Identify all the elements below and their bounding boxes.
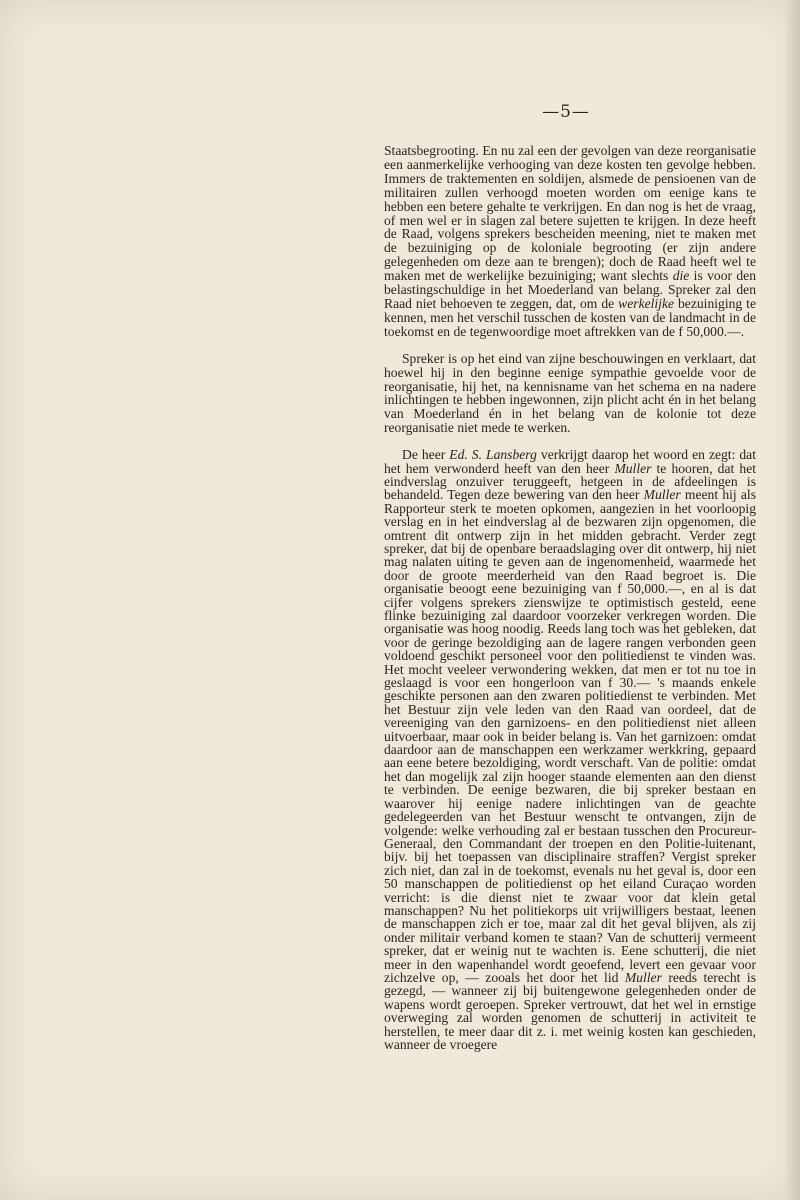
text-run: De heer: [402, 447, 450, 463]
body-text: [384, 144, 756, 1051]
italic-text-run: Muller: [643, 487, 681, 503]
italic-text-run: Muller: [624, 969, 662, 985]
italic-text-run: Muller: [614, 460, 652, 476]
text-run: Spreker is op het eind van zijne beschouwingen en verklaart, dat hoewel hij in den beginne eenige sympathie gevoelde voor de reorganisatie, hij het, na kennisname van het schema en na nadere inlichtingen te hebben ingewonnen, zijn plicht acht én in het belang van Moederland én in het belang van de kolonie tot deze reorganisatie niet mede te werken.: [384, 350, 756, 436]
text-run: verkrijgt daarop het woord en zegt: dat het hem verwonderd heeft van den heer: [384, 447, 756, 476]
text-run: bezuiniging te kennen, men het verschil tusschen de kosten van de landmacht in de toekomst en de tegenwoordige moet aftrekken van de f 50,000.—.: [384, 295, 756, 339]
paragraph-3: [384, 448, 756, 1051]
text-run: meent hij als Rapporteur sterk te moeten opkomen, aangezien in het voorloopig verslag en in het eindverslag al de bezwaren zijn opgenomen, die omtrent dit ontwerp zijn in het midden gebracht. Verder zegt spreker, dat bij de openbare beraadslaging over dit ontwerp, hij niet mag nalaten uiting te geven aan de ingenomenheid, waarmede het door de groote meerderheid van den Raad begroet is. Die organisatie beoogt eene bezuiniging van f 50,000.—, en al is dat cijfer volgens sprekers zienswijze te optimistisch gesteld, eene flinke bezuiniging zal daardoor voorzeker verkregen worden. Die organisatie was hoog noodig. Reeds lang toch was het gebleken, dat voor de geringe bezoldiging aan de lagere rangen verbonden geen voldoend geschikt personeel voor den politiedienst te vinden was. Het mocht veeleer verwondering wekken, dat men er tot nu toe in geslaagd is voor een hongerloon van f 30.— 's maands enkele geschikte personen aan den zwaren politiedienst te verbinden. Met het Bestuur zijn vele leden van den Raad van oordeel, dat de vereeniging van den garnizoens- en den politiedienst niet alleen uitvoerbaar, maar ook in beider belang is. Van het garnizoen: omdat daardoor aan de manschappen een werkzamer werkkring, gepaard aan eene betere bezoldiging, wordt verschaft. Van de politie: omdat het dan mogelijk zal zijn hooger staande elementen aan den dienst te verbinden. De eenige bezwaren, die bij spreker bestaan en waarover hij eenige nadere inlichtingen van de geachte gedelegeerden van het Bestuur wenscht te ontvangen, zijn de volgende: welke verhouding zal er bestaan tusschen den Procureur-Generaal, den Commandant der troepen en den Politie-luitenant, bijv. bij het toepassen van disciplinaire straffen? Vergist spreker zich niet, dan zal in de toekomst, evenals nu het geval is, door een 50 manschappen de politiedienst op het eiland Curaçao worden verricht: is die dienst niet te zwaar voor dat klein getal manschappen? Nu het politiekorps uit vrijwilligers bestaat, leenen de manschappen zich er toe, maar zal dit het geval blijven, als zij onder militair verband komen te staan? Van de schutterij vermeent spreker, dat er weinig nut te wachten is. Eene schutterij, die niet meer in den wapenhandel wordt geoefend, levert een gevaar voor zichzelve op, — zooals het door het lid: [384, 487, 756, 985]
text-run: is voor den belastingschuldige in het Moederland van belang. Spreker zal den Raad niet behoeven te zeggen, dat, om de: [384, 268, 756, 311]
text-run: reeds terecht is gezegd, — wanneer zij bij buitengewone gelegenheden onder de wapens wordt geroepen. Spreker vertrouwt, dat het wel in ernstige overweging zal worden genomen de schutterij in activiteit te herstellen, te meer daar dit z. i. met weinig kosten kan geschieden, wanneer de vroegere: [384, 969, 756, 1052]
italic-text-run: Ed. S. Lansberg: [449, 447, 537, 463]
italic-text-run: die: [672, 268, 690, 284]
text-run: te hooren, dat het eindverslag onzuiver teruggeeft, hetgeen in de afdeelingen is behandeld. Tegen deze bewering van den heer: [384, 460, 756, 503]
page-number: —5—: [542, 102, 590, 122]
italic-text-run: werkelijke: [618, 295, 675, 311]
page-edge: [786, 0, 800, 1200]
paragraph-1: [384, 144, 756, 339]
paragraph-2: [384, 352, 756, 435]
text-run: Staatsbegrooting. En nu zal een der gevolgen van deze reorganisatie een aanmerkelijke verhooging van deze kosten ten gevolge hebben. Immers de traktementen en soldijen, alsmede de pensioenen van de militairen zullen verhoogd moeten worden om eenige kans te hebben een betere gehalte te verkrijgen. En dan nog is het de vraag, of men wel er in slagen zal betere sujetten te krijgen. In deze heeft de Raad, volgens sprekers bescheiden meening, niet te maken met de bezuiniging op de koloniale begrooting (er zijn andere gelegenheden om deze aan te brengen); doch de Raad heeft wel te maken met de werkelijke bezuiniging; want slechts: [384, 143, 756, 284]
